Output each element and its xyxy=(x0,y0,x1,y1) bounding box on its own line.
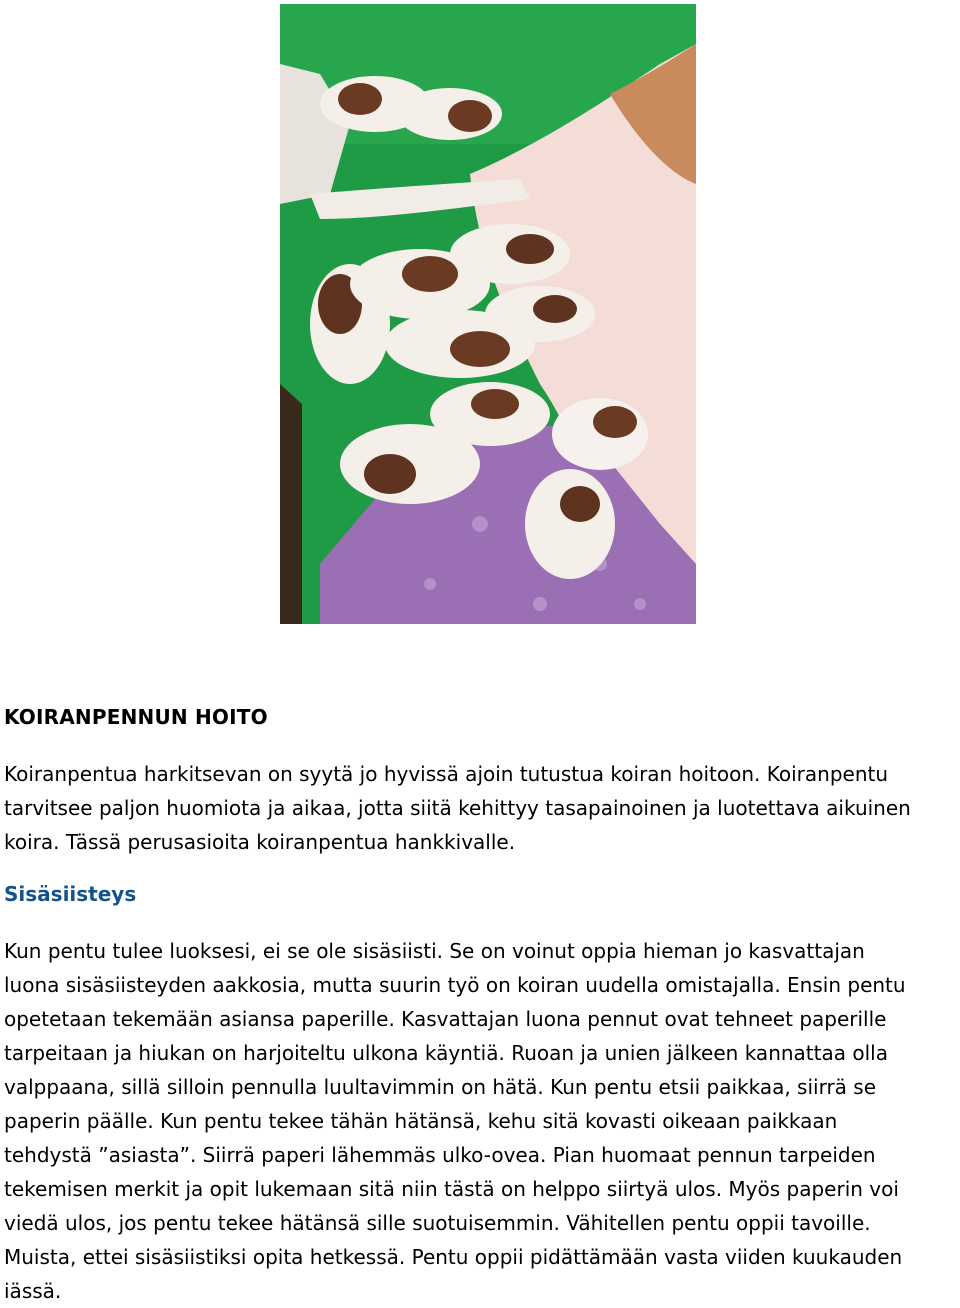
section-line: tarpeitaan ja hiukan on harjoiteltu ulkona käyntiä. Ruoan ja unien jälkeen kannattaa olla xyxy=(4,1041,888,1065)
section-line: viedä ulos, jos pentu tekee hätänsä sille suotuisemmin. Vähitellen pentu oppii tavoille. xyxy=(4,1211,871,1235)
intro-line: koira. Tässä perusasioita koiranpentua hankkivalle. xyxy=(4,830,516,854)
puppies-photo-illustration xyxy=(280,4,696,624)
intro-line: Koiranpentua harkitsevan on syytä jo hyvissä ajoin tutustua koiran hoitoon. Koiranpentu xyxy=(4,762,889,786)
section-paragraph xyxy=(4,934,956,1308)
section-line: valppaana, sillä silloin pennulla luultavimmin on hätä. Kun pentu etsii paikkaa, siirrä se xyxy=(4,1075,877,1099)
section-heading: Sisäsiisteys xyxy=(4,882,137,906)
puppies-photo xyxy=(280,4,696,624)
page-title: KOIRANPENNUN HOITO xyxy=(4,705,268,729)
intro-line: tarvitsee paljon huomiota ja aikaa, jotta siitä kehittyy tasapainoinen ja luotettava aikuinen xyxy=(4,796,911,820)
section-line: paperin päälle. Kun pentu tekee tähän hätänsä, kehu sitä kovasti oikeaan paikkaan xyxy=(4,1109,838,1133)
section-line: iässä. xyxy=(4,1279,62,1303)
section-line: opetetaan tekemään asiansa paperille. Kasvattajan luona pennut ovat tehneet paperille xyxy=(4,1007,887,1031)
section-line: Kun pentu tulee luoksesi, ei se ole sisäsiisti. Se on voinut oppia hieman jo kasvattajan xyxy=(4,939,865,963)
section-line: luona sisäsiisteyden aakkosia, mutta suurin työ on koiran uudella omistajalla. Ensin pentu xyxy=(4,973,906,997)
section-line: Muista, ettei sisäsiistiksi opita hetkessä. Pentu oppii pidättämään vasta viiden kuukauden xyxy=(4,1245,903,1269)
intro-paragraph xyxy=(4,757,956,859)
section-line: tekemisen merkit ja opit lukemaan sitä niin tästä on helppo siirtyä ulos. Myös paperin voi xyxy=(4,1177,899,1201)
section-line: tehdystä ”asiasta”. Siirrä paperi lähemmäs ulko-ovea. Pian huomaat pennun tarpeiden xyxy=(4,1143,876,1167)
